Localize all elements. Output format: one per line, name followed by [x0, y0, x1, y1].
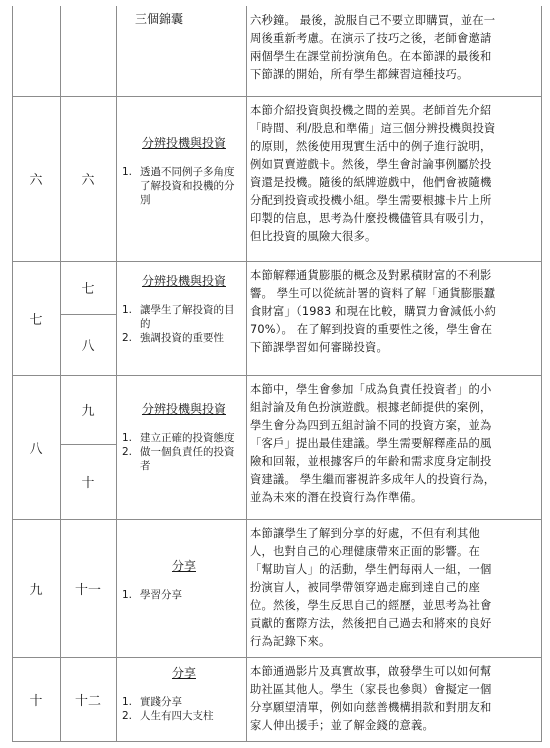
grid-line-left — [12, 6, 13, 742]
description-cell — [250, 102, 538, 246]
grid-line-right — [541, 6, 542, 742]
objective-number: 1. — [122, 304, 133, 316]
description-line: 「客戶」提出最佳建議。學生需要解釋產品的風 — [250, 437, 492, 450]
description-line: 本節通過影片及真實故事，啟發學生可以如何幫 — [250, 665, 492, 678]
objective-line: 別 — [140, 194, 151, 206]
objective-line: 實踐分享 — [140, 696, 182, 708]
objective-item — [122, 165, 246, 207]
description-line: 本節讓學生了解到分享的好處，不但有利其他 — [250, 527, 480, 540]
description-line: 人，也對自己的心理健康帶來正面的影響。在 — [250, 545, 480, 558]
topic-cell — [122, 274, 246, 345]
lesson-cell: 十二 — [74, 693, 101, 709]
grid-line-row — [12, 96, 542, 97]
description-line: 家人伸出援手；並了解金錢的意義。 — [250, 719, 434, 732]
description-line: 周後重新考慮。在演示了技巧之後，老師會邀請 — [250, 32, 492, 45]
objective-line: 的 — [140, 318, 151, 330]
description-cell — [250, 12, 538, 84]
week-cell: 八 — [29, 441, 43, 457]
description-line: 70%）。 在了解到投資的重要性之後，學生會在 — [250, 323, 493, 336]
topic-cell — [76, 12, 242, 27]
description-cell — [250, 663, 538, 735]
objective-line: 透過不同例子多角度 — [140, 166, 235, 178]
objective-number: 2. — [122, 446, 133, 458]
topic-cell — [122, 136, 246, 207]
objective-item — [122, 709, 246, 723]
description-line: 本節介紹投資與投機之間的差異。老師首先介紹 — [250, 104, 492, 117]
description-line: 兩個學生在課堂前扮演角色。在本節課的最後和 — [250, 50, 492, 63]
objective-line: 強調投資的重要性 — [140, 332, 224, 344]
description-line: 資建議。 學生繼而審視許多成年人的投資行為， — [250, 473, 496, 486]
description-line: 行為記錄下來。 — [250, 635, 331, 648]
topic-cell — [122, 559, 246, 602]
week-cell: 七 — [29, 312, 43, 328]
topic-title: 分享 — [171, 559, 196, 573]
description-line: 助社區其他人。學生（家長也參與）會擬定一個 — [250, 683, 492, 696]
description-line: 位。然後，學生反思自己的經歷，並思考為社會 — [250, 599, 492, 612]
objective-line: 建立正確的投資態度 — [140, 432, 235, 444]
grid-line-row — [12, 261, 542, 262]
objective-number: 1. — [122, 166, 133, 178]
description-line: 扮演盲人，被同學帶領穿過走廊到達自己的座 — [250, 581, 480, 594]
objective-number: 2. — [122, 710, 133, 722]
topic-title: 分辨投機與投資 — [141, 136, 226, 150]
objective-line: 了解投資和投機的分 — [140, 180, 235, 192]
lesson-cell: 八 — [81, 339, 95, 354]
lesson-cell: 十一 — [74, 582, 101, 598]
objective-item — [122, 445, 246, 473]
description-line: 但比投資的風險大很多。 — [250, 230, 377, 243]
lesson-cell: 九 — [81, 404, 95, 419]
objective-number: 1. — [122, 589, 133, 601]
objective-item — [122, 331, 246, 345]
lesson-cell: 十 — [81, 476, 95, 491]
lesson-cell: 七 — [81, 282, 95, 297]
grid-line-row — [12, 375, 542, 376]
description-cell — [250, 381, 538, 507]
grid-line-lesson-split — [60, 444, 117, 445]
description-line: 並為未來的潛在投資行為作準備。 — [250, 491, 423, 504]
objective-line: 讓學生了解投資的目 — [140, 304, 235, 316]
grid-line-lesson-split — [60, 314, 117, 315]
topic-cell — [122, 666, 246, 723]
objective-number: 2. — [122, 332, 133, 344]
description-line: 分享願望清單，例如向慈善機構捐款和對朋友和 — [250, 701, 492, 714]
lesson-cell: 六 — [81, 173, 95, 188]
grid-line-week — [60, 6, 61, 742]
objective-line: 做一個負責任的投資 — [140, 446, 235, 458]
description-line: 「時間、利/股息和準備」這三個分辨投機與投資 — [250, 122, 496, 135]
grid-line-topic — [246, 6, 247, 742]
description-line: 響。 學生可以從統計署的資料了解「通貨膨脹蠶 — [250, 287, 496, 300]
objective-number: 1. — [122, 432, 133, 444]
topic-title: 分辨投機與投資 — [141, 402, 226, 416]
objective-item — [122, 303, 246, 331]
objective-item — [122, 695, 246, 709]
description-line: 資還是投機。隨後的紙牌遊戲中，他們會被隨機 — [250, 176, 492, 189]
description-cell — [250, 525, 538, 651]
description-line: 印製的信息，思考為什麼投機儘管具有吸引力， — [250, 212, 492, 225]
description-line: 食財富」（1983 和現在比較，購買力會減低小約 — [250, 305, 497, 318]
description-line: 組討論及角色扮演遊戲。根據老師提供的案例， — [250, 401, 492, 414]
description-line: 險和回報，並根據客戶的年齡和需求度身定制投 — [250, 455, 492, 468]
description-line: 例如買賣遊戲卡。然後，學生會討論事例屬於投 — [250, 158, 492, 171]
description-line: 六秒鐘。 最後，說服自己不要立即購買，並在一 — [250, 14, 496, 27]
description-line: 本節解釋通貨膨脹的概念及對累積財富的不利影 — [250, 269, 492, 282]
week-cell: 十 — [29, 693, 43, 709]
topic-title: 三個錦囊 — [134, 12, 183, 26]
week-cell: 六 — [29, 173, 43, 188]
week-cell: 九 — [29, 582, 43, 598]
description-line: 下節課的開始，所有學生都練習這種技巧。 — [250, 68, 469, 81]
description-line: 學生會分為四到五組討論不同的投資方案，並為 — [250, 419, 492, 432]
objective-number: 1. — [122, 696, 133, 708]
description-line: 貢獻的奮際方法，然後把自己過去和將來的良好 — [250, 617, 492, 630]
grid-line-row — [12, 519, 542, 520]
topic-cell — [122, 402, 246, 473]
lesson-plan-table — [12, 6, 542, 742]
description-line: 「幫助盲人」的活動，學生們每兩人一組，一個 — [250, 563, 492, 576]
objective-line: 者 — [140, 460, 151, 472]
grid-line-row — [12, 657, 542, 658]
topic-title: 分享 — [171, 666, 196, 680]
objective-item — [122, 588, 246, 602]
description-line: 下節課學習如何審睇投資。 — [250, 341, 388, 354]
objective-line: 人生有四大支柱 — [140, 710, 214, 722]
description-line: 本節中，學生會參加「成為負責任投資者」的小 — [250, 383, 492, 396]
grid-line-bottom — [12, 741, 542, 742]
topic-title: 分辨投機與投資 — [141, 274, 226, 288]
objective-line: 學習分享 — [140, 589, 182, 601]
grid-line-lesson — [116, 6, 117, 742]
description-cell — [250, 267, 538, 357]
objective-item — [122, 431, 246, 445]
description-line: 分配到投資或投機小組。學生需要根據卡片上所 — [250, 194, 492, 207]
description-line: 的原則，然後使用現實生活中的例子進行說明， — [250, 140, 492, 153]
